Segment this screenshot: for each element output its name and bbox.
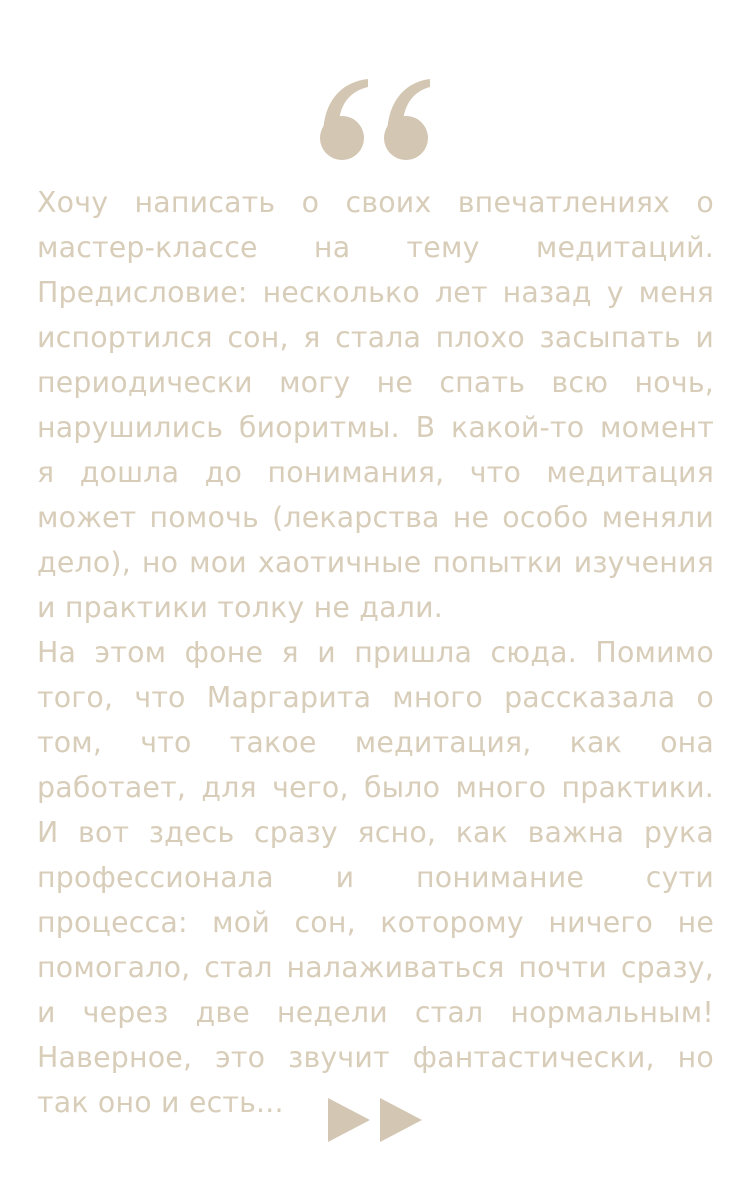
- review-text: [37, 180, 714, 1125]
- quote-icon: [320, 78, 430, 162]
- next-arrows-icon[interactable]: [326, 1096, 424, 1144]
- review-paragraph: На этом фоне я и пришла сюда. Помимо того, что Маргарита много рассказала о том, что такое медитация, как она работает, для чего, было много практики. И вот здесь сразу ясно, как важна рука профессионала и понимание сути процесса: мой сон, которому ничего не помогало, стал налаживаться почти сразу, и через две недели стал нормальным! Наверное, это звучит фантастически, но так оно и есть...: [37, 636, 714, 1119]
- review-paragraph: Хочу написать о своих впечатлениях о мастер-классе на тему медитаций. Предисловие: несколько лет назад у меня испортился сон, я стала плохо засыпать и периодически могу не спать всю ночь, нарушились биоритмы. В какой-то момент я дошла до понимания, что медитация может помочь (лекарства не особо меняли дело), но мои хаотичные попытки изучения и практики толку не дали.: [37, 186, 714, 624]
